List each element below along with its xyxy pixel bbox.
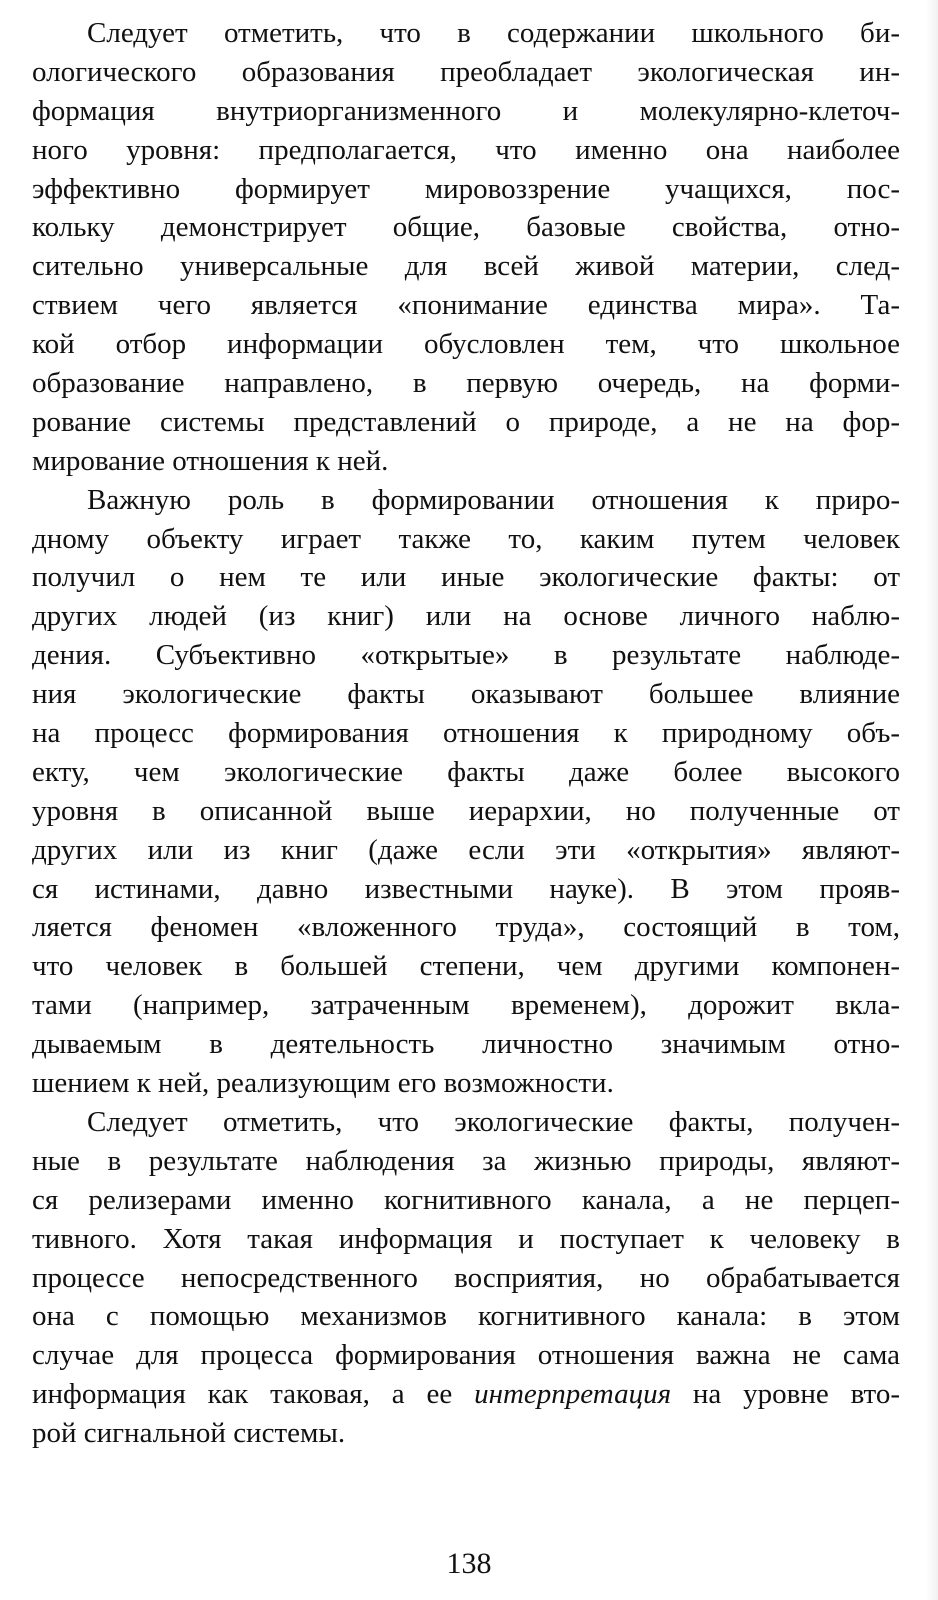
text-line: дному объекту играет также то, каким путем человек [32,522,900,555]
text-line: дения. Субъективно «открытые» в результате наблюде- [32,639,900,672]
text-line: мирование отношения к ней. [32,444,389,477]
text-line: на процесс формирования отношения к природному объ- [32,717,900,750]
text-line: эффективно формирует мировоззрение учащихся, пос- [32,172,900,205]
text-line: Важную роль в формировании отношения к приро- [87,483,900,516]
text-segment: на уровне вто- [671,1378,900,1411]
text-line: кольку демонстрирует общие, базовые свойства, отно- [32,211,900,244]
text-line: ствием чего является «понимание единства мира». Та- [32,289,900,322]
text-line: ния экологические факты оказывают большее влияние [32,678,900,711]
text-line: дываемым в деятельность личностно значимым отно- [32,1028,900,1061]
text-line: Следует отметить, что экологические факты, получен- [87,1105,900,1138]
text-line: Следует отметить, что в содержании школьного би- [87,17,900,49]
text-line: тивного. Хотя такая информация и поступает к человеку в [32,1222,900,1255]
text-line: ся релизерами именно когнитивного канала, а не перцеп- [32,1183,900,1216]
text-line: процессе непосредственного восприятия, но обрабатывается [32,1261,900,1294]
text-line: сительно универсальные для всей живой материи, след- [32,250,900,283]
text-line: ного уровня: предполагается, что именно она наиболее [32,133,900,166]
text-line: ляется феномен «вложенного труда», состоящий в том, [32,911,900,944]
text-line: получил о нем те или иные экологические факты: от [32,561,900,594]
paragraph [32,481,900,1103]
text-line: рование системы представлений о природе, а не на фор- [32,405,900,438]
emphasized-term: интерпретация [474,1378,672,1411]
paragraph [32,1103,900,1453]
text-line: кой отбор информации обусловлен тем, что школьное [32,328,900,361]
paragraph [32,14,900,481]
text-line: ные в результате наблюдения за жизнью природы, являют- [32,1144,900,1177]
text-line: уровня в описанной выше иерархии, но полученные от [32,794,900,827]
text-line [32,1375,900,1414]
text-segment: информация как таковая, а ее [32,1378,475,1411]
text-line: она с помощью механизмов когнитивного канала: в этом [32,1300,900,1333]
text-line: ся истинами, давно известными науке). В этом прояв- [32,872,900,905]
text-body [32,14,900,1453]
text-line: что человек в большей степени, чем другими компонен- [32,950,900,983]
page-number: 138 [446,1547,492,1580]
text-line: тами (например, затраченным временем), дорожит вкла- [32,989,900,1022]
text-line: образование направлено, в первую очередь, на форми- [32,367,900,400]
text-line: других или из книг (даже если эти «открытия» являют- [32,833,900,866]
page-edge-shadow [926,0,938,1600]
page-body [32,14,900,1453]
text-line: ологического образования преобладает экологическая ин- [32,55,900,88]
text-line: екту, чем экологические факты даже более высокого [32,755,900,788]
text-line: шением к ней, реализующим его возможности. [32,1067,614,1100]
text-line: случае для процесса формирования отношения важна не сама [32,1339,900,1372]
text-line: рой сигнальной системы. [32,1417,346,1450]
text-line: формация внутриорганизменного и молекулярно-клеточ- [32,94,900,127]
text-line: других людей (из книг) или на основе личного наблю- [32,600,900,633]
